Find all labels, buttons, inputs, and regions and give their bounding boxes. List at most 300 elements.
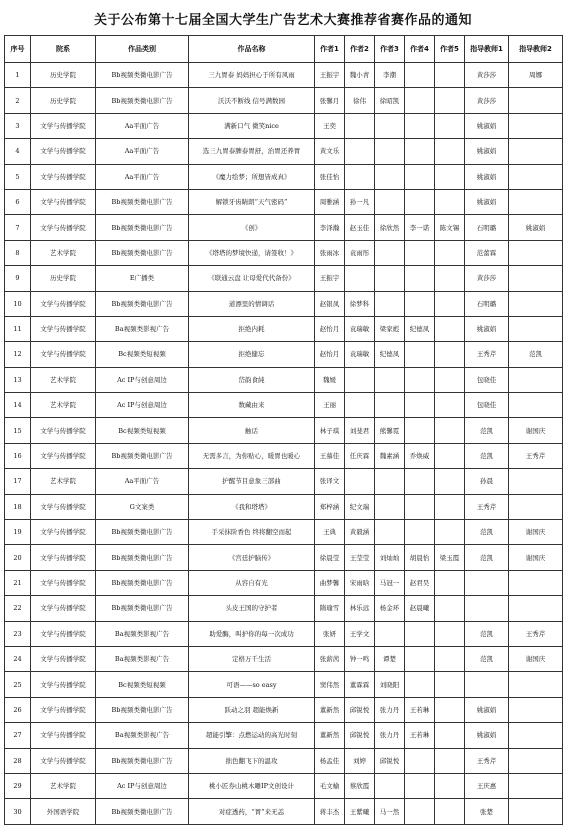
index-cell: 30 [5, 799, 31, 824]
author1-cell: 张妍 [315, 621, 345, 646]
work-title-cell: 定格万千生活 [189, 646, 315, 671]
index-cell: 20 [5, 545, 31, 570]
author1-cell: 赵怡月 [315, 316, 345, 341]
index-cell: 3 [5, 113, 31, 138]
author5-cell [435, 697, 465, 722]
advisor1-cell: 包晓佳 [465, 393, 509, 418]
author5-cell: 陈文锡 [435, 215, 465, 240]
category-cell: Bb视频类微电影广告 [96, 570, 189, 595]
department-cell: 文学与传播学院 [31, 113, 96, 138]
table-row [5, 189, 563, 214]
work-title-cell: 数藏由来 [189, 393, 315, 418]
author2-cell: 邱锐悦 [345, 697, 375, 722]
department-cell: 文学与传播学院 [31, 545, 96, 570]
author5-cell [435, 621, 465, 646]
author1-cell: 赵怡月 [315, 342, 345, 367]
author1-cell: 董新然 [315, 697, 345, 722]
department-cell: 历史学院 [31, 88, 96, 113]
author5-cell [435, 88, 465, 113]
author5-cell [435, 418, 465, 443]
advisor2-cell [509, 672, 563, 697]
author3-cell [375, 469, 405, 494]
author2-cell: 袁雨彤 [345, 240, 375, 265]
author2-cell [345, 113, 375, 138]
header-cell: 作者4 [405, 36, 435, 63]
advisor2-cell: 王秀芹 [509, 443, 563, 468]
index-cell: 2 [5, 88, 31, 113]
department-cell: 文学与传播学院 [31, 291, 96, 316]
author4-cell [405, 393, 435, 418]
index-cell: 13 [5, 367, 31, 392]
table-row [5, 773, 563, 798]
index-cell: 25 [5, 672, 31, 697]
advisor2-cell [509, 596, 563, 621]
work-title-cell: 《塔塔的梦境快递，请签收！》 [189, 240, 315, 265]
advisor2-cell [509, 316, 563, 341]
category-cell: Bb视频类微电影广告 [96, 520, 189, 545]
advisor1-cell: 范凯 [465, 443, 509, 468]
author5-cell [435, 723, 465, 748]
category-cell: Ba视频类影视广告 [96, 646, 189, 671]
author4-cell [405, 266, 435, 291]
advisor2-cell [509, 723, 563, 748]
author4-cell [405, 164, 435, 189]
department-cell: 文学与传播学院 [31, 596, 96, 621]
work-title-cell: 头皮王国的守护者 [189, 596, 315, 621]
department-cell: 文学与传播学院 [31, 570, 96, 595]
index-cell: 23 [5, 621, 31, 646]
author4-cell [405, 621, 435, 646]
header-cell: 院系 [31, 36, 96, 63]
advisor1-cell: 姚淑娟 [465, 139, 509, 164]
author2-cell [345, 469, 375, 494]
author5-cell [435, 240, 465, 265]
index-cell: 17 [5, 469, 31, 494]
advisor2-cell: 谢国庆 [509, 545, 563, 570]
table-header-row [5, 36, 563, 63]
advisor1-cell: 姚淑娟 [465, 316, 509, 341]
author4-cell [405, 139, 435, 164]
index-cell: 9 [5, 266, 31, 291]
author5-cell [435, 164, 465, 189]
author5-cell [435, 773, 465, 798]
work-title-cell: 对症透药，“胃”来无恙 [189, 799, 315, 824]
author3-cell: 张力丹 [375, 723, 405, 748]
advisor2-cell [509, 113, 563, 138]
author3-cell [375, 494, 405, 519]
work-title-cell: 道漂里的情调话 [189, 291, 315, 316]
author1-cell: 蒋丰杰 [315, 799, 345, 824]
author3-cell: 梁家彪 [375, 316, 405, 341]
header-cell: 作品类别 [96, 36, 189, 63]
author4-cell [405, 469, 435, 494]
author3-cell: 魏素涵 [375, 443, 405, 468]
header-cell: 指导教师2 [509, 36, 563, 63]
index-cell: 16 [5, 443, 31, 468]
work-title-cell: 拙色翻飞下的温攻 [189, 748, 315, 773]
work-title-cell: 护醒节目意象三部曲 [189, 469, 315, 494]
author4-cell [405, 63, 435, 88]
author3-cell: 熊馨霓 [375, 418, 405, 443]
advisor2-cell: 谢国庆 [509, 418, 563, 443]
author5-cell [435, 596, 465, 621]
author3-cell [375, 291, 405, 316]
index-cell: 21 [5, 570, 31, 595]
table-row [5, 266, 563, 291]
advisor1-cell: 姚淑娟 [465, 113, 509, 138]
table-row [5, 646, 563, 671]
work-title-cell: 《我和塔塔》 [189, 494, 315, 519]
author3-cell [375, 139, 405, 164]
table-row [5, 367, 563, 392]
advisor2-cell [509, 367, 563, 392]
index-cell: 29 [5, 773, 31, 798]
category-cell: E广播类 [96, 266, 189, 291]
department-cell: 艺术学院 [31, 240, 96, 265]
advisor1-cell: 包晓佳 [465, 367, 509, 392]
author1-cell: 张薪茜 [315, 646, 345, 671]
author5-cell [435, 189, 465, 214]
author5-cell [435, 316, 465, 341]
author2-cell: 徐梦科 [345, 291, 375, 316]
author5-cell [435, 520, 465, 545]
author2-cell: 王学文 [345, 621, 375, 646]
table-row [5, 520, 563, 545]
advisor1-cell: 王秀芹 [465, 342, 509, 367]
author1-cell: 张馨月 [315, 88, 345, 113]
author3-cell: 杨金环 [375, 596, 405, 621]
department-cell: 历史学院 [31, 266, 96, 291]
author4-cell [405, 773, 435, 798]
work-title-cell: 岱韵食純 [189, 367, 315, 392]
author4-cell: 乔焕威 [405, 443, 435, 468]
table-row [5, 596, 563, 621]
author1-cell: 隋瑜雪 [315, 596, 345, 621]
index-cell: 22 [5, 596, 31, 621]
table-row [5, 418, 563, 443]
table-row [5, 215, 563, 240]
category-cell: Ba视频类影视广告 [96, 621, 189, 646]
advisor1-cell [465, 570, 509, 595]
author2-cell: 孙一凡 [345, 189, 375, 214]
index-cell: 24 [5, 646, 31, 671]
author2-cell: 任庆霖 [345, 443, 375, 468]
author1-cell: 张佳怡 [315, 164, 345, 189]
author3-cell [375, 240, 405, 265]
advisor2-cell [509, 164, 563, 189]
category-cell: Bb视频类微电影广告 [96, 240, 189, 265]
author1-cell: 周雅涵 [315, 189, 345, 214]
advisor1-cell [465, 672, 509, 697]
category-cell: Bb视频类微电影广告 [96, 799, 189, 824]
advisor2-cell [509, 799, 563, 824]
header-cell: 指导教师1 [465, 36, 509, 63]
advisor1-cell: 王庆惠 [465, 773, 509, 798]
advisor1-cell: 王秀芹 [465, 494, 509, 519]
work-title-cell: 可语——so easy [189, 672, 315, 697]
author4-cell [405, 672, 435, 697]
work-title-cell: 《联通云盘 让母爱代代备份》 [189, 266, 315, 291]
department-cell: 文学与传播学院 [31, 723, 96, 748]
advisor2-cell [509, 570, 563, 595]
advisor2-cell: 谢国庆 [509, 520, 563, 545]
category-cell: Aa平面广告 [96, 469, 189, 494]
category-cell: Bb视频类微电影广告 [96, 291, 189, 316]
table-row [5, 113, 563, 138]
author5-cell [435, 393, 465, 418]
author2-cell [345, 139, 375, 164]
work-title-cell: 触话 [189, 418, 315, 443]
advisor2-cell [509, 139, 563, 164]
category-cell: Bb视频类微电影广告 [96, 189, 189, 214]
work-title-cell: 拒绝内耗 [189, 316, 315, 341]
author2-cell [345, 164, 375, 189]
advisor2-cell [509, 393, 563, 418]
advisor1-cell: 范凯 [465, 418, 509, 443]
author3-cell: 张力丹 [375, 697, 405, 722]
advisor2-cell: 王秀芹 [509, 621, 563, 646]
work-title-cell: 从容自有光 [189, 570, 315, 595]
advisor2-cell [509, 748, 563, 773]
table-row [5, 443, 563, 468]
author2-cell: 赵玉佳 [345, 215, 375, 240]
advisor2-cell: 谢国庆 [509, 646, 563, 671]
author1-cell: 王振宇 [315, 63, 345, 88]
author2-cell: 魏小青 [345, 63, 375, 88]
author1-cell: 杨孟佳 [315, 748, 345, 773]
author2-cell: 刘斐君 [345, 418, 375, 443]
table-row [5, 240, 563, 265]
category-cell: Aa平面广告 [96, 164, 189, 189]
category-cell: G文案类 [96, 494, 189, 519]
work-title-cell: 超能引擎：点燃运动的高光时刻 [189, 723, 315, 748]
author3-cell: 徐昭凯 [375, 88, 405, 113]
author3-cell [375, 189, 405, 214]
index-cell: 11 [5, 316, 31, 341]
author4-cell: 纪德凤 [405, 316, 435, 341]
department-cell: 文学与传播学院 [31, 520, 96, 545]
advisor1-cell: 范蕾霖 [465, 240, 509, 265]
author5-cell [435, 494, 465, 519]
author2-cell: 袁瑞敏 [345, 342, 375, 367]
author4-cell [405, 113, 435, 138]
category-cell: Bb视频类微电影广告 [96, 63, 189, 88]
department-cell: 文学与传播学院 [31, 621, 96, 646]
author4-cell: 王若琳 [405, 697, 435, 722]
author2-cell [345, 266, 375, 291]
author2-cell: 王紫曦 [345, 799, 375, 824]
advisor2-cell [509, 240, 563, 265]
author2-cell: 王莹莹 [345, 545, 375, 570]
advisor1-cell: 王秀芹 [465, 748, 509, 773]
table-row [5, 88, 563, 113]
table-row [5, 570, 563, 595]
author1-cell: 窦伟然 [315, 672, 345, 697]
category-cell: Bc视频类短视频 [96, 342, 189, 367]
work-title-cell: 无需多言，为你贴心，暖胃也暖心 [189, 443, 315, 468]
table-row [5, 621, 563, 646]
advisor2-cell: 姚淑娟 [509, 215, 563, 240]
category-cell: Bb视频类微电影广告 [96, 697, 189, 722]
author5-cell [435, 291, 465, 316]
author1-cell: 曲梦馨 [315, 570, 345, 595]
author5-cell [435, 570, 465, 595]
author2-cell [345, 393, 375, 418]
author1-cell: 黄文乐 [315, 139, 345, 164]
category-cell: Ac IP与创意周边 [96, 773, 189, 798]
author1-cell: 林子琪 [315, 418, 345, 443]
work-title-cell: 桃小匠券山桃木雕IP文创设计 [189, 773, 315, 798]
author5-cell [435, 672, 465, 697]
department-cell: 艺术学院 [31, 393, 96, 418]
category-cell: Bb视频类微电影广告 [96, 596, 189, 621]
category-cell: Ac IP与创意周边 [96, 393, 189, 418]
advisor1-cell: 姚淑娟 [465, 723, 509, 748]
page-title: 关于公布第十七届全国大学生广告艺术大赛推荐省赛作品的通知 [93, 13, 472, 28]
advisor1-cell: 范凯 [465, 545, 509, 570]
category-cell: Bb视频类微电影广告 [96, 748, 189, 773]
author3-cell: 刘灿灿 [375, 545, 405, 570]
header-cell: 序号 [5, 36, 31, 63]
department-cell: 艺术学院 [31, 367, 96, 392]
header-cell: 作品名称 [189, 36, 315, 63]
author4-cell [405, 88, 435, 113]
author4-cell [405, 494, 435, 519]
work-title-cell: 《宫廷护脑传》 [189, 545, 315, 570]
department-cell: 文学与传播学院 [31, 672, 96, 697]
department-cell: 文学与传播学院 [31, 646, 96, 671]
table-row [5, 494, 563, 519]
author4-cell [405, 189, 435, 214]
author4-cell [405, 418, 435, 443]
author1-cell: 王慕佳 [315, 443, 345, 468]
author1-cell: 赵银凤 [315, 291, 345, 316]
table-row [5, 139, 563, 164]
table-row [5, 799, 563, 824]
table-row [5, 393, 563, 418]
author4-cell [405, 367, 435, 392]
author4-cell: 赵晨曦 [405, 596, 435, 621]
author3-cell: 邱锐悦 [375, 748, 405, 773]
index-cell: 4 [5, 139, 31, 164]
work-title-cell: 手采抹阶香色 终将翻空而起 [189, 520, 315, 545]
department-cell: 文学与传播学院 [31, 139, 96, 164]
author2-cell: 林乐远 [345, 596, 375, 621]
advisor1-cell: 孙晨 [465, 469, 509, 494]
author3-cell [375, 621, 405, 646]
advisor1-cell: 石明璐 [465, 291, 509, 316]
index-cell: 14 [5, 393, 31, 418]
department-cell: 外国语学院 [31, 799, 96, 824]
author2-cell: 黄毅涵 [345, 520, 375, 545]
author2-cell: 宋雨晗 [345, 570, 375, 595]
category-cell: Bb视频类微电影广告 [96, 88, 189, 113]
category-cell: Aa平面广告 [96, 139, 189, 164]
category-cell: Bc视频类短视频 [96, 672, 189, 697]
author3-cell [375, 367, 405, 392]
work-title-cell: 解锁牙齿睛朗“天气密码” [189, 189, 315, 214]
author2-cell: 董霖霖 [345, 672, 375, 697]
department-cell: 文学与传播学院 [31, 494, 96, 519]
advisor1-cell: 姚淑娟 [465, 697, 509, 722]
index-cell: 7 [5, 215, 31, 240]
advisor2-cell [509, 266, 563, 291]
author5-cell [435, 367, 465, 392]
work-title-cell: 跃动之羽 超能焕新 [189, 697, 315, 722]
author4-cell [405, 291, 435, 316]
category-cell: Bc视频类短视频 [96, 418, 189, 443]
author3-cell: 李潮 [375, 63, 405, 88]
author3-cell: 刘晓阳 [375, 672, 405, 697]
advisor1-cell: 黄莎莎 [465, 88, 509, 113]
table-row [5, 342, 563, 367]
work-title-cell: 沃沃不断线 信号满数园 [189, 88, 315, 113]
advisor2-cell [509, 494, 563, 519]
index-cell: 19 [5, 520, 31, 545]
author1-cell: 张译文 [315, 469, 345, 494]
index-cell: 27 [5, 723, 31, 748]
author2-cell: 纪文瑞 [345, 494, 375, 519]
author1-cell: 毛文榆 [315, 773, 345, 798]
index-cell: 10 [5, 291, 31, 316]
index-cell: 26 [5, 697, 31, 722]
advisor1-cell: 姚淑娟 [465, 164, 509, 189]
table-row [5, 545, 563, 570]
table-row [5, 723, 563, 748]
author3-cell [375, 113, 405, 138]
work-title-cell: 《魔力绘梦；所想皆成真》 [189, 164, 315, 189]
author4-cell: 胡晨怡 [405, 545, 435, 570]
advisor1-cell: 黄莎莎 [465, 266, 509, 291]
advisor1-cell: 范凯 [465, 621, 509, 646]
author4-cell [405, 646, 435, 671]
author3-cell: 马一然 [375, 799, 405, 824]
author2-cell: 蔡欣霞 [345, 773, 375, 798]
table-row [5, 672, 563, 697]
author5-cell [435, 469, 465, 494]
advisor2-cell: 周娜 [509, 63, 563, 88]
author5-cell [435, 646, 465, 671]
author5-cell [435, 443, 465, 468]
author3-cell [375, 393, 405, 418]
author2-cell: 刘婷 [345, 748, 375, 773]
department-cell: 文学与传播学院 [31, 748, 96, 773]
work-title-cell: 拒绝健忘 [189, 342, 315, 367]
advisor1-cell: 姚淑娟 [465, 189, 509, 214]
author5-cell [435, 799, 465, 824]
author4-cell: 赵君昊 [405, 570, 435, 595]
author1-cell: 王奕 [315, 113, 345, 138]
category-cell: Ba视频类影视广告 [96, 316, 189, 341]
author2-cell: 钟一鸣 [345, 646, 375, 671]
department-cell: 历史学院 [31, 63, 96, 88]
header-cell: 作者3 [375, 36, 405, 63]
author3-cell: 谭楚 [375, 646, 405, 671]
department-cell: 文学与传播学院 [31, 316, 96, 341]
category-cell: Aa平面广告 [96, 113, 189, 138]
table-row [5, 164, 563, 189]
advisor2-cell [509, 189, 563, 214]
author1-cell: 徐晨莹 [315, 545, 345, 570]
advisor2-cell [509, 697, 563, 722]
index-cell: 12 [5, 342, 31, 367]
department-cell: 艺术学院 [31, 773, 96, 798]
header-cell: 作者5 [435, 36, 465, 63]
works-table [4, 35, 563, 825]
author1-cell: 魏媛 [315, 367, 345, 392]
author4-cell [405, 799, 435, 824]
advisor1-cell: 石明璐 [465, 215, 509, 240]
